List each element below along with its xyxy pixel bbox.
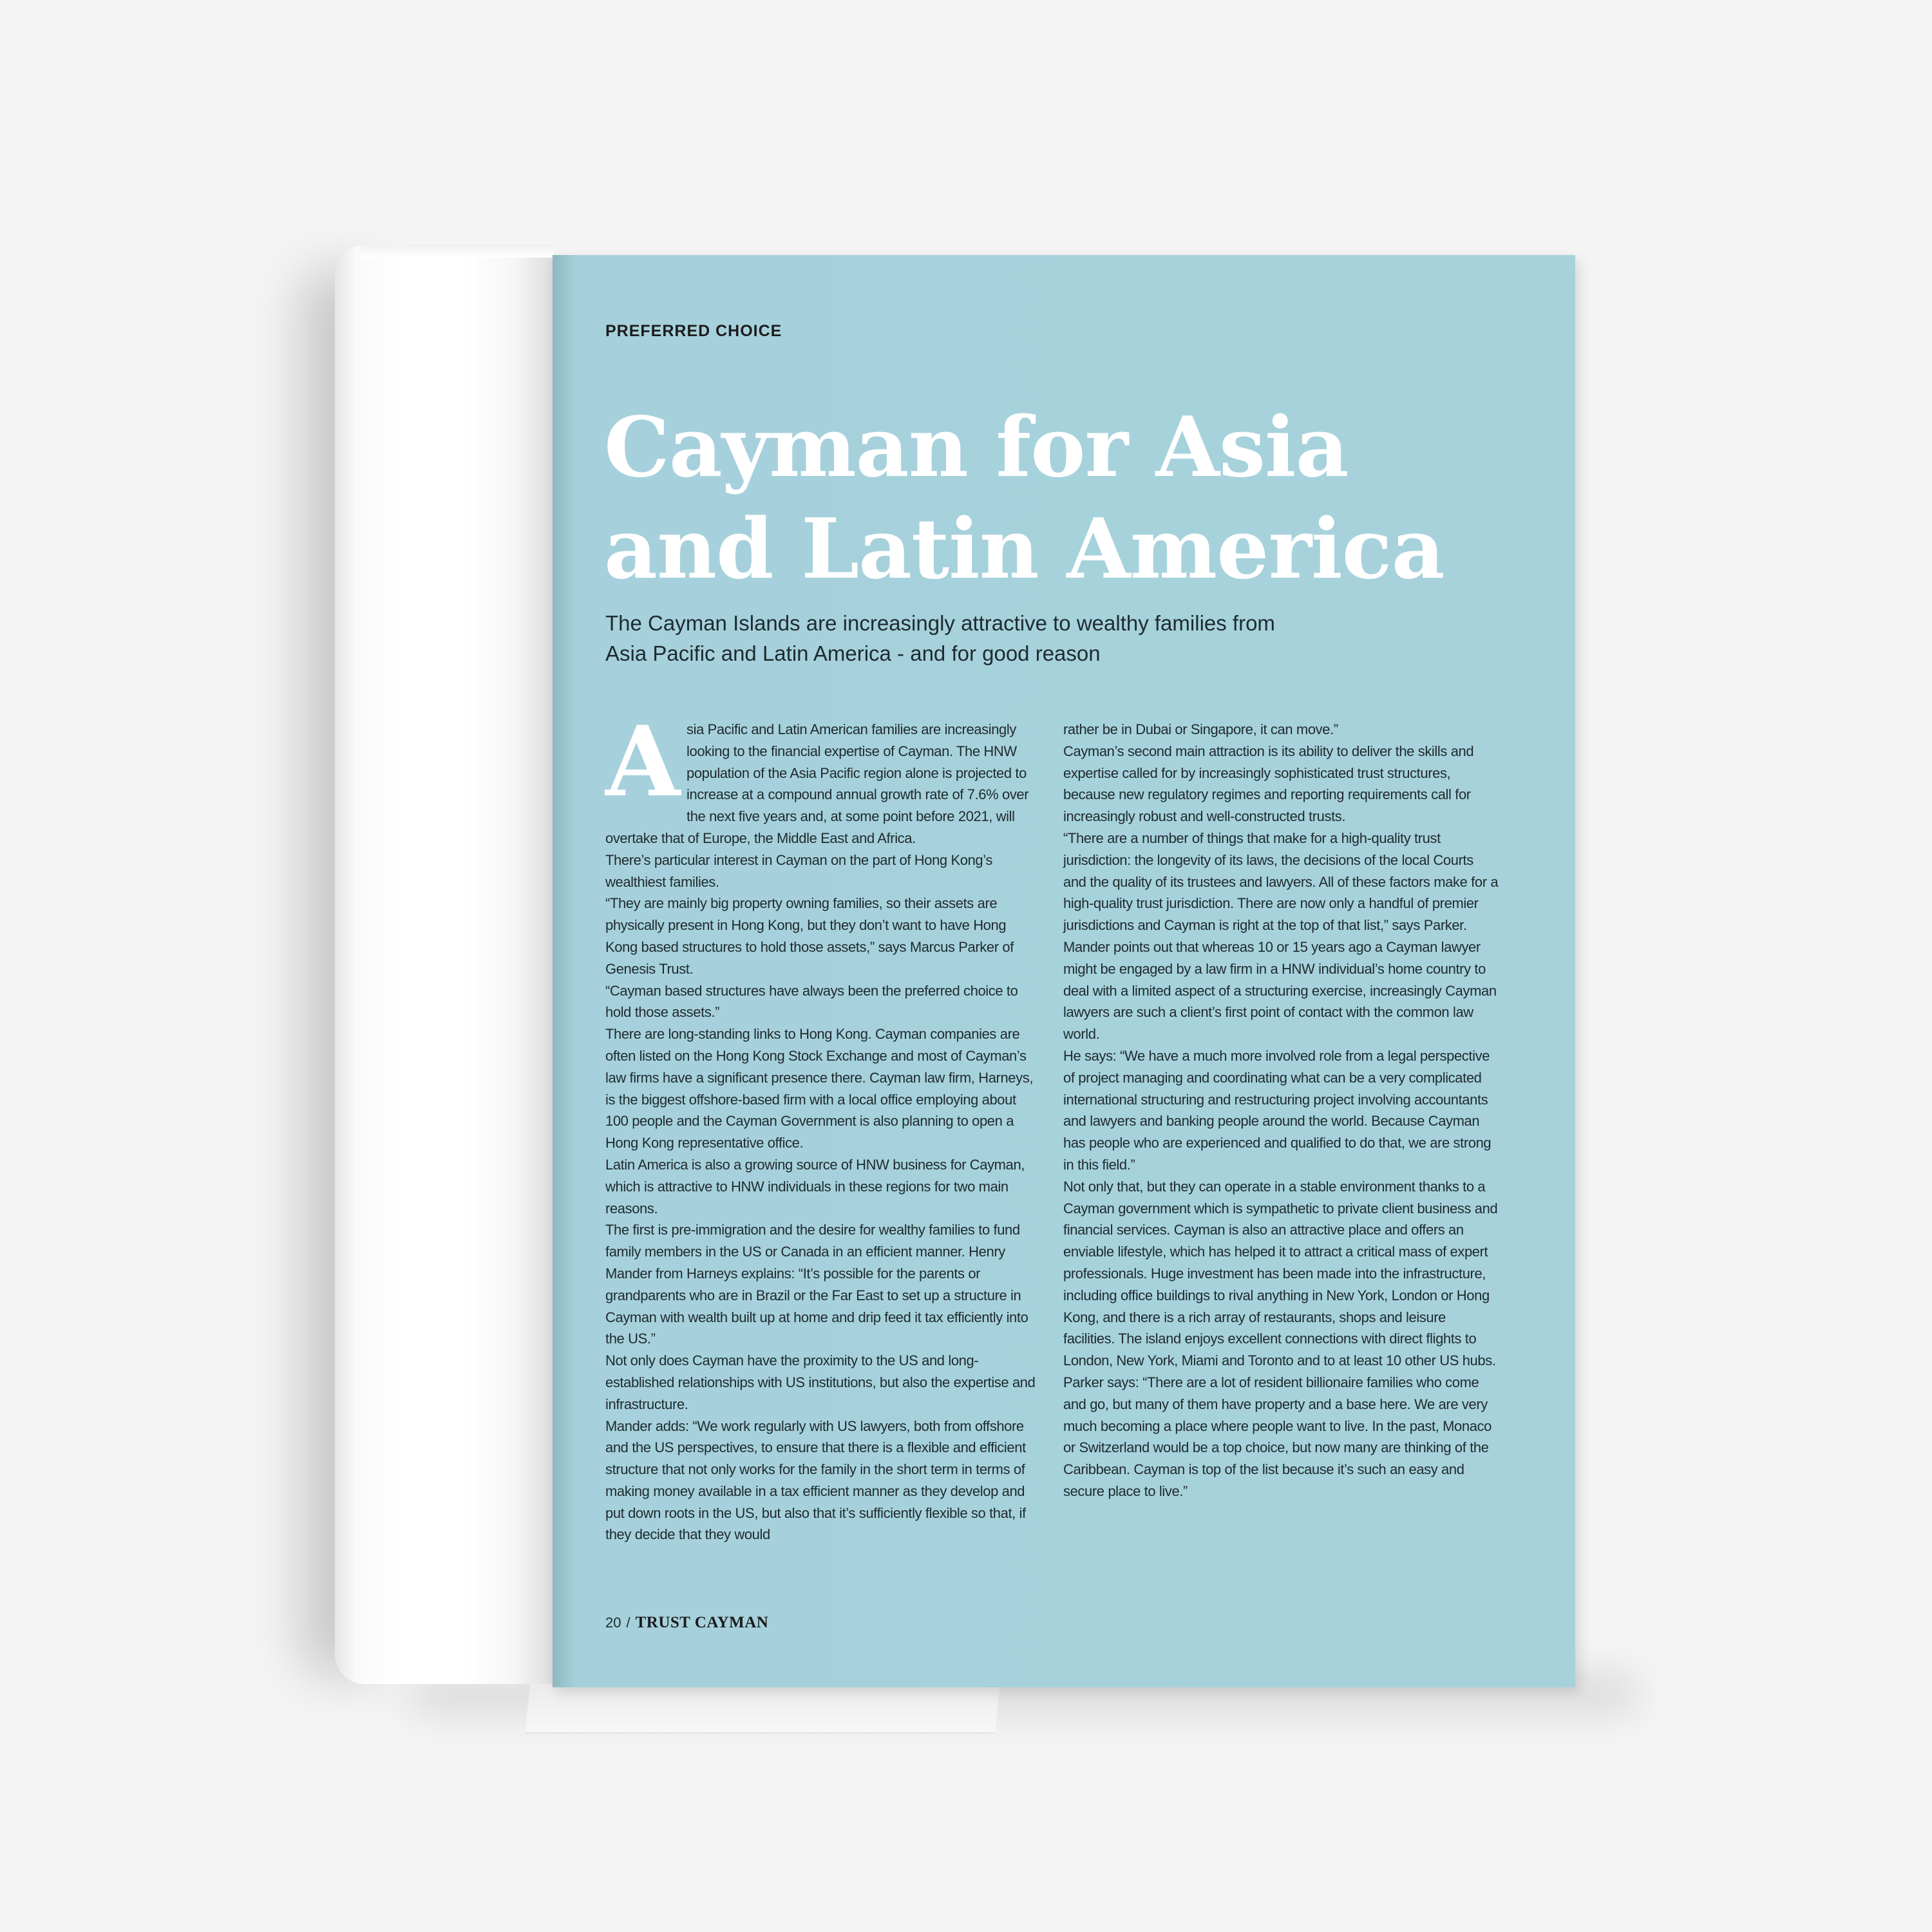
article-paragraph: There’s particular interest in Cayman on the part of Hong Kong’s wealthiest families. xyxy=(605,851,992,890)
page-curl-top xyxy=(361,245,554,258)
magazine-page xyxy=(553,255,1575,1687)
article-paragraph: Cayman’s second main attraction is its ability to deliver the skills and expertise called for by increasingly sophisticated trust structures, because new regulatory regimes and reporting requirements call for increasingly robust and well-constructed trusts. xyxy=(1063,743,1474,825)
article-paragraph: “They are mainly big property owning families, so their assets are physically present in Hong Kong, but they don’t want to have Hong Kong based structures to hold those assets,” says Marcus Parker of Genesis Trust. xyxy=(605,895,1014,977)
page-number: 20 xyxy=(605,1615,621,1631)
left-column xyxy=(605,705,1041,1546)
first-paragraph-text: sia Pacific and Latin American families are increasingly looking to the financial expertise of Cayman. The HNW population of the Asia Pacific region alone is projected to increase at a compound annual growth rate of 7.6% over the next five years and, at some point before 2021, will overtake that of Europe, the Middle East and Africa. xyxy=(605,721,1029,846)
article-paragraph: The first is pre-immigration and the desire for wealthy families to fund family members in the US or Canada in an efficient manner. Henry Mander from Harneys explains: “It’s possible for the parents or grandparents who are in Brazil or the Far East to set up a structure in Cayman with wealth built up at home and drip feed it tax efficiently into the US.” xyxy=(605,1222,1028,1347)
article-paragraph: rather be in Dubai or Singapore, it can move.” xyxy=(1063,721,1338,737)
page-curl xyxy=(335,245,554,1684)
article-paragraph: “There are a number of things that make for a high-quality trust jurisdiction: the longevity of its laws, the decisions of the local Courts and the quality of its trustees and lawyers. All of these factors make for a high-quality trust jurisdiction. There are now only a handful of premier jurisdictions and Cayman is right at the top of that list,” says Parker. xyxy=(1063,829,1499,934)
article-paragraph: Not only does Cayman have the proximity to the US and long-established relationships with US institutions, but also the expertise and infrastructure. xyxy=(605,1352,1036,1412)
gutter-shade xyxy=(553,255,578,1687)
drop-cap: A xyxy=(605,705,680,819)
footer-separator: / xyxy=(626,1615,630,1631)
magazine-name: TRUST CAYMAN xyxy=(635,1614,769,1631)
article-paragraph: There are long-standing links to Hong Kong. Cayman companies are often listed on the Hong Kong Stock Exchange and most of Cayman’s law firms have a significant presence there. Cayman law firm, Harneys, is the biggest offshore-based firm with a local office employing about 100 people and the Cayman Government is also planning to open a Hong Kong representative office. xyxy=(605,1026,1034,1151)
article-paragraph: “Cayman based structures have always been the preferred choice to hold those assets.” xyxy=(605,982,1018,1021)
article-paragraph: Mander points out that whereas 10 or 15 years ago a Cayman lawyer might be engaged by a law firm in a HNW individual’s home country to deal with a limited aspect of a structuring exercise, increasingly Cayman lawyers are such a client’s first point of contact with the common law world. xyxy=(1063,938,1497,1043)
headline: Cayman for Asia and Latin America xyxy=(604,399,1444,598)
article-paragraph: Mander adds: “We work regularly with US lawyers, both from offshore and the US perspectives, to ensure that there is a flexible and efficient structure that not only works for the family in the short term in terms of making money available in a tax efficient manner as they develop and put down roots in the US, but also that it’s sufficiently flexible so that, if they decide that they would xyxy=(605,1417,1026,1543)
page-footer xyxy=(605,1614,768,1632)
standfirst: The Cayman Islands are increasingly attractive to wealthy families from Asia Pacific and Latin America - and for good reason xyxy=(605,611,1275,665)
article-paragraph: He says: “We have a much more involved role from a legal perspective of project managing and coordinating what can be a very complicated international structuring and restructuring project involving accountants and lawyers and banking people around the world. Because Cayman has people who are experienced and qualified to do that, we are strong in this field.” xyxy=(1063,1047,1492,1173)
first-paragraph xyxy=(605,705,1041,849)
right-column xyxy=(1063,719,1499,1502)
article-paragraph: Not only that, but they can operate in a stable environment thanks to a Cayman government which is sympathetic to private client business and financial services. Cayman is also an attractive place and offers an enviable lifestyle, which has helped it to attract a critical mass of expert professionals. Huge investment has been made into the infrastructure, including office buildings to rival anything in New York, London or Hong Kong, and there is a rich array of restaurants, shops and leisure facilities. The island enjoys excellent connections with direct flights to London, New York, Miami and Toronto and to at least 10 other US hubs. xyxy=(1063,1178,1498,1369)
section-label: PREFERRED CHOICE xyxy=(605,322,782,340)
article-paragraph: Latin America is also a growing source of HNW business for Cayman, which is attractive to HNW individuals in these regions for two main reasons. xyxy=(605,1156,1025,1217)
article-paragraph: Parker says: “There are a lot of resident billionaire families who come and go, but many of them have property and a base here. We are very much becoming a place where people want to live. In the past, Monaco or Switzerland would be a top choice, but now many are thinking of the Caribbean. Cayman is top of the list because it’s such an easy and secure place to live.” xyxy=(1063,1374,1492,1499)
